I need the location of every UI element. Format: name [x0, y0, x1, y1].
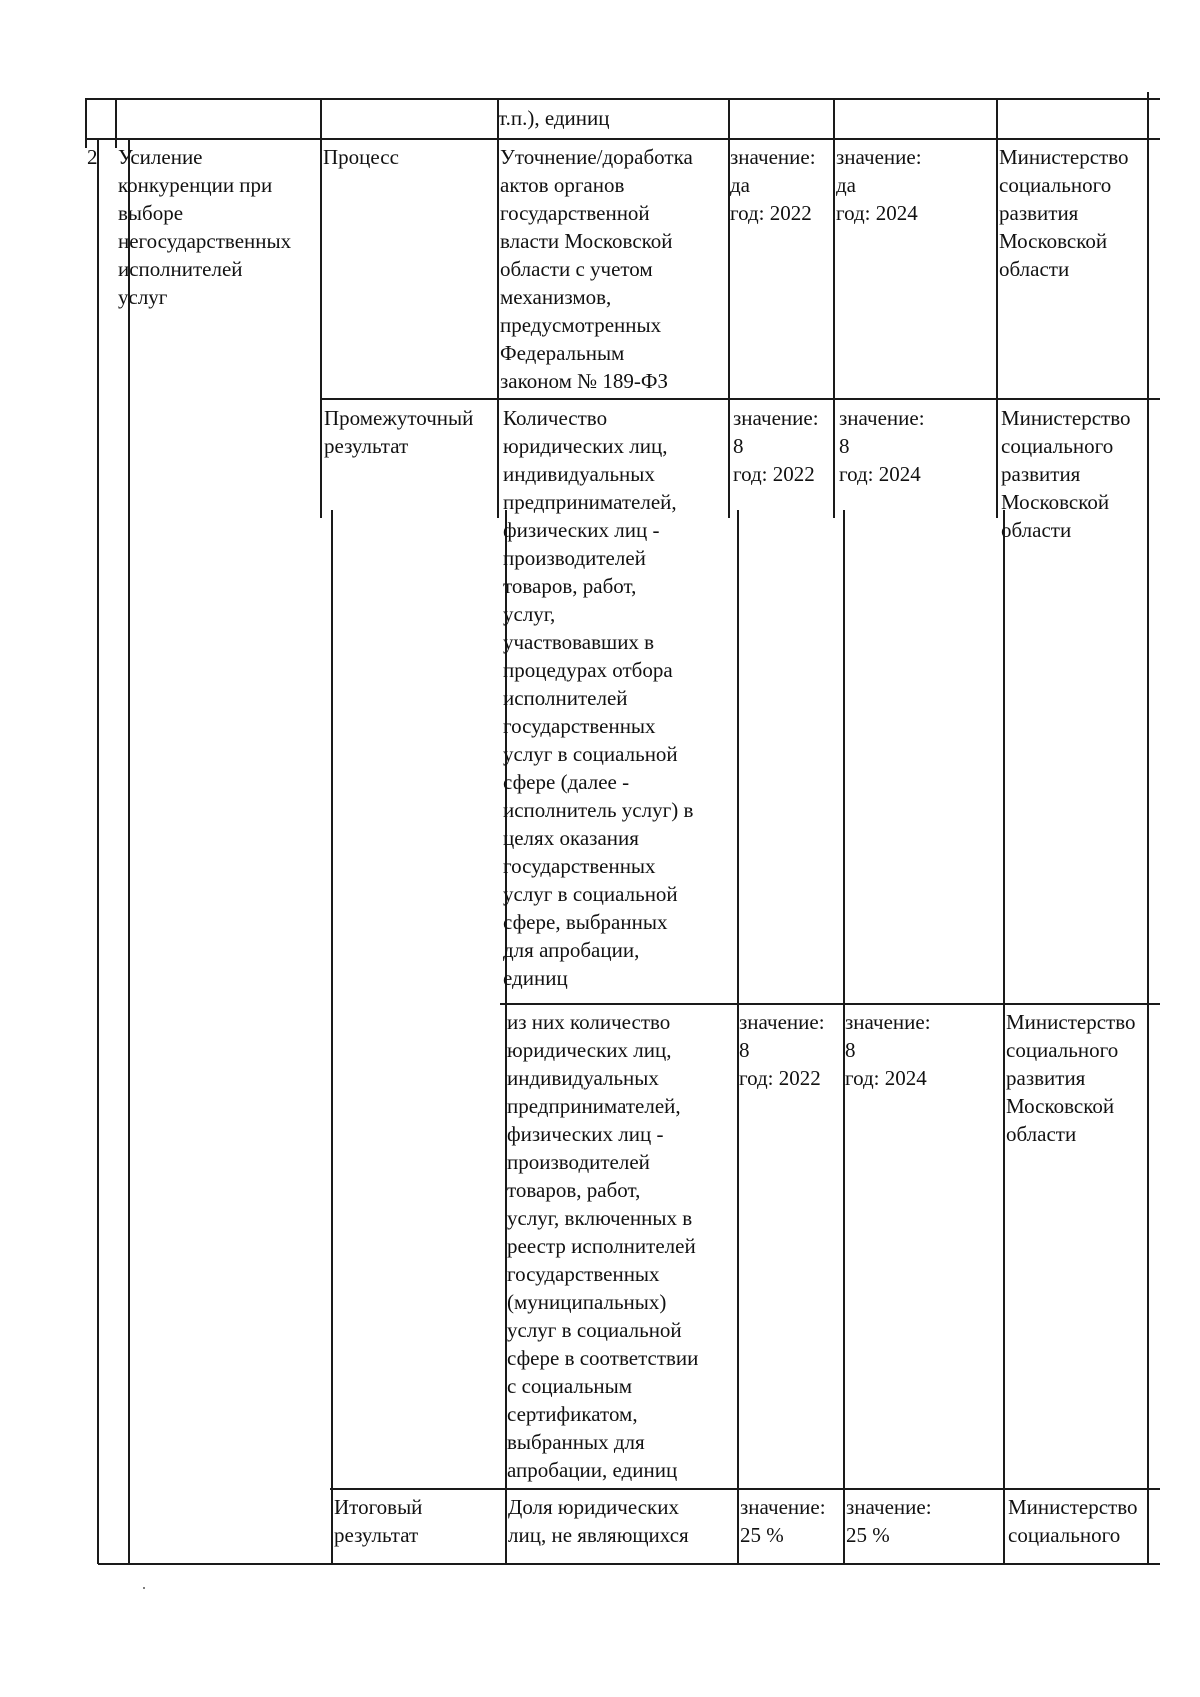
row2-responsible: Министерство социального развития Московской области [1001, 406, 1131, 542]
row2-indicator: Количество юридических лиц, индивидуальных предпринимателей, физических лиц - производителей товаров, работ, услуг, участвовавших в процедурах отбора исполнителей государственных услуг в социальной сфере (далее - исполнитель услуг) в целях оказания государственных услуг в социальной сфере, выбранных для апробации, единиц [503, 406, 694, 990]
scan-speck [143, 1587, 145, 1589]
row-divider-3 [500, 1003, 1160, 1005]
row4-target-value: значение: 25 % [846, 1495, 932, 1547]
col-border-type [497, 98, 499, 518]
row-divider-1 [85, 138, 1160, 140]
row4-indicator: Доля юридических лиц, не являющихся [508, 1495, 689, 1547]
col-border-target [996, 98, 998, 518]
row1-target-value: значение: да год: 2024 [836, 145, 922, 225]
row3-target-value: значение: 8 год: 2024 [845, 1010, 931, 1090]
row4-responsible: Министерство социального [1008, 1495, 1138, 1547]
row1-indicator: Уточнение/доработка актов органов государственной власти Московской области с учетом механизмов, предусмотренных Федеральным законом № 189-ФЗ [500, 145, 693, 393]
row2-base-value: значение: 8 год: 2022 [733, 406, 819, 486]
col-border-left-lower [97, 138, 99, 1564]
row1-responsible: Министерство социального развития Московской области [999, 145, 1129, 281]
row-divider-2 [322, 398, 1160, 400]
row3-indicator: из них количество юридических лиц, индивидуальных предпринимателей, физических лиц - производителей товаров, работ, услуг, включенных в реестр исполнителей государственных (муниципальных) услуг в социальной сфере в соответствии с социальным сертификатом, выбранных для апробации, единиц [507, 1010, 699, 1482]
row1-type: Процесс [323, 145, 399, 169]
row3-base-value: значение: 8 год: 2022 [739, 1010, 825, 1090]
row2-type: Промежуточный результат [324, 406, 474, 458]
col-border-task [320, 98, 322, 518]
col-border-target-lower [1003, 510, 1005, 1564]
col-border-base [833, 98, 835, 518]
row2-target-value: значение: 8 год: 2024 [839, 406, 925, 486]
col-border-right [1147, 92, 1149, 1564]
row1-base-value: значение: да год: 2022 [730, 145, 816, 225]
row-divider-4 [330, 1488, 1160, 1490]
col-border-left [85, 98, 87, 148]
col-border-num-lower [128, 138, 130, 1564]
col-border-num [115, 98, 117, 148]
table-bottom-border [98, 1563, 1160, 1565]
table-top-border [85, 98, 1160, 100]
row1-number: 2 [87, 145, 98, 169]
row3-responsible: Министерство социального развития Московской области [1006, 1010, 1136, 1146]
row4-base-value: значение: 25 % [740, 1495, 826, 1547]
row4-type: Итоговый результат [334, 1495, 423, 1547]
col-border-task-lower [331, 510, 333, 1564]
row0-indicator: т.п.), единиц [498, 106, 610, 130]
row1-task: Усиление конкуренции при выборе негосударственных исполнителей услуг [118, 145, 292, 309]
